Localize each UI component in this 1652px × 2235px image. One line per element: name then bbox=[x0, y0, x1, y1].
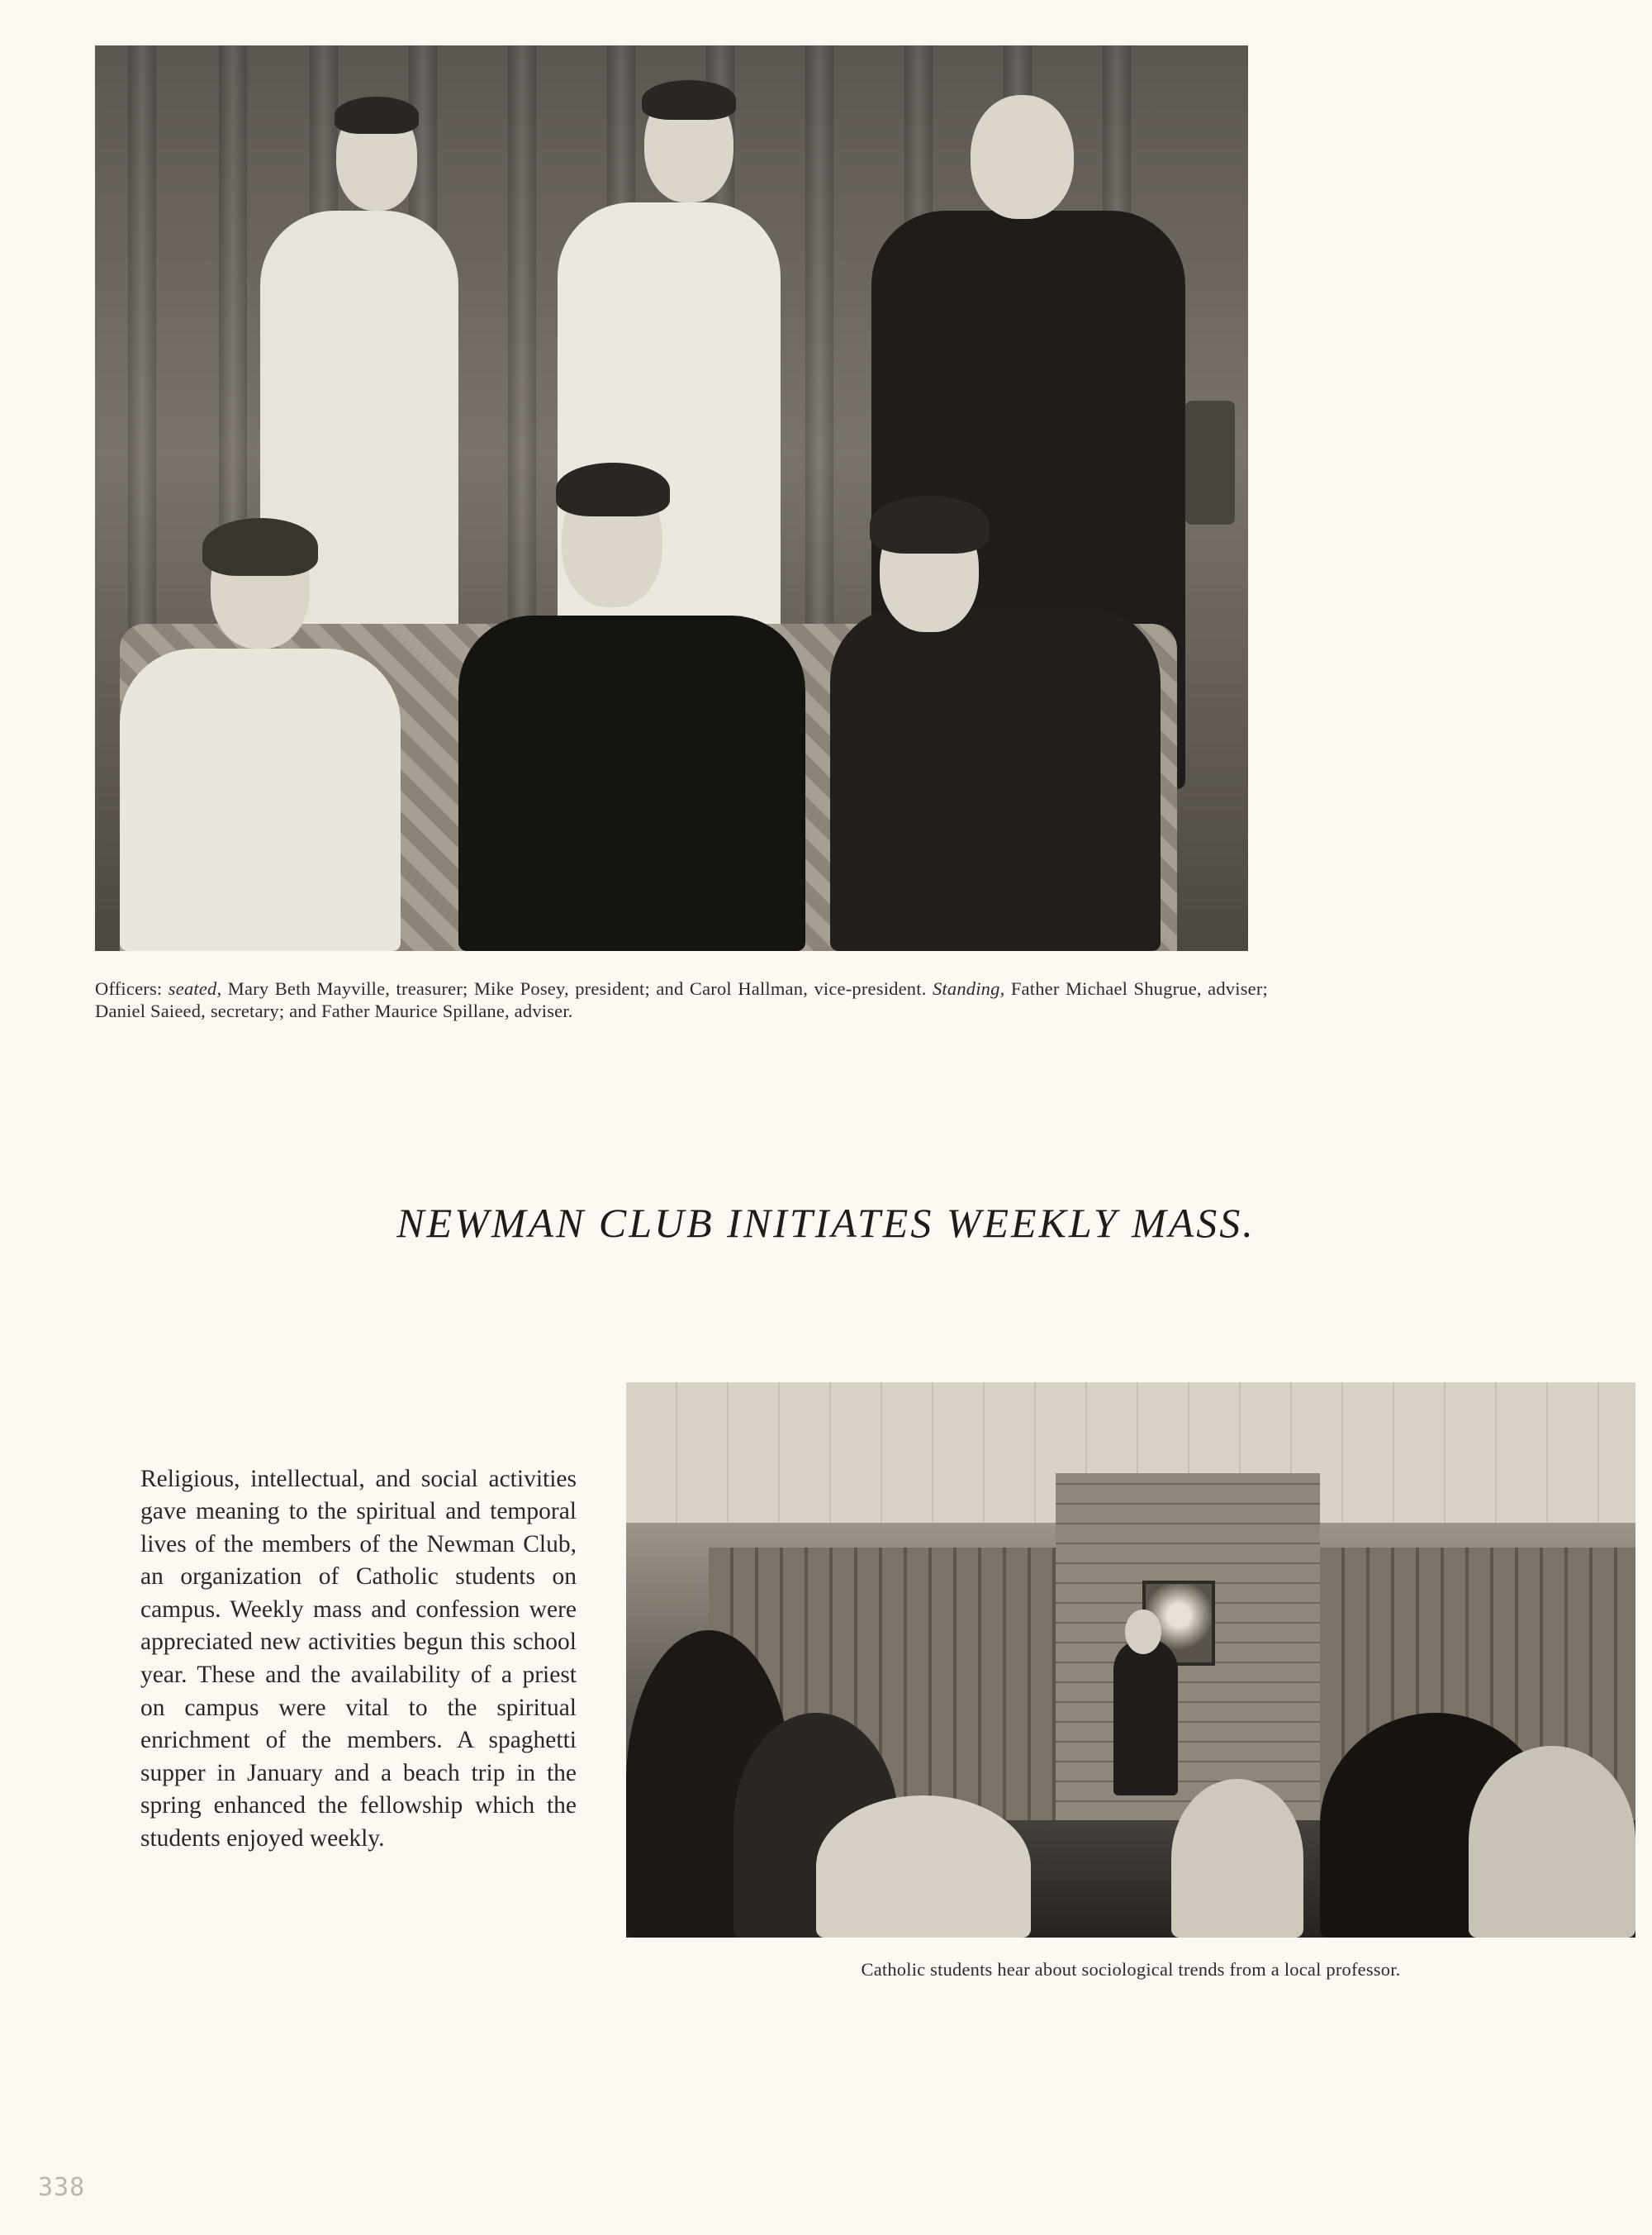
caption-seated-text: Mary Beth Mayville, treasurer; Mike Posey, president; and Carol Hallman, vice-president. bbox=[227, 978, 927, 999]
officers-caption bbox=[95, 977, 1268, 1022]
officers-photo bbox=[95, 45, 1248, 951]
caption-standing-word: Standing, bbox=[932, 978, 1005, 999]
caption-standing-text: Father Michael Shugrue, adviser; Daniel Saieed, secretary; and Father Maurice Spillane, adviser. bbox=[95, 978, 1268, 1021]
meeting-photo bbox=[626, 1382, 1635, 1938]
headline: NEWMAN CLUB INITIATES WEEKLY MASS. bbox=[396, 1200, 1256, 1246]
page-number: 338 bbox=[38, 2173, 86, 2202]
caption-seated-word: seated, bbox=[168, 978, 222, 999]
caption-label: Officers: bbox=[95, 978, 163, 999]
meeting-caption: Catholic students hear about sociological trends from a local professor. bbox=[861, 1959, 1401, 1980]
body-text: Religious, intellectual, and social activities gave meaning to the spiritual and temporal lives of the members of the Newman Club, an organization of Catholic students on campus. Weekly mass and confession were appreciated new activities begun this school year. These and the availability of a priest on campus were vital to the spiritual enrichment of the members. A spaghetti supper in January and a beach trip in the spring enhanced the fellowship which the students enjoyed weekly. bbox=[140, 1465, 577, 1852]
